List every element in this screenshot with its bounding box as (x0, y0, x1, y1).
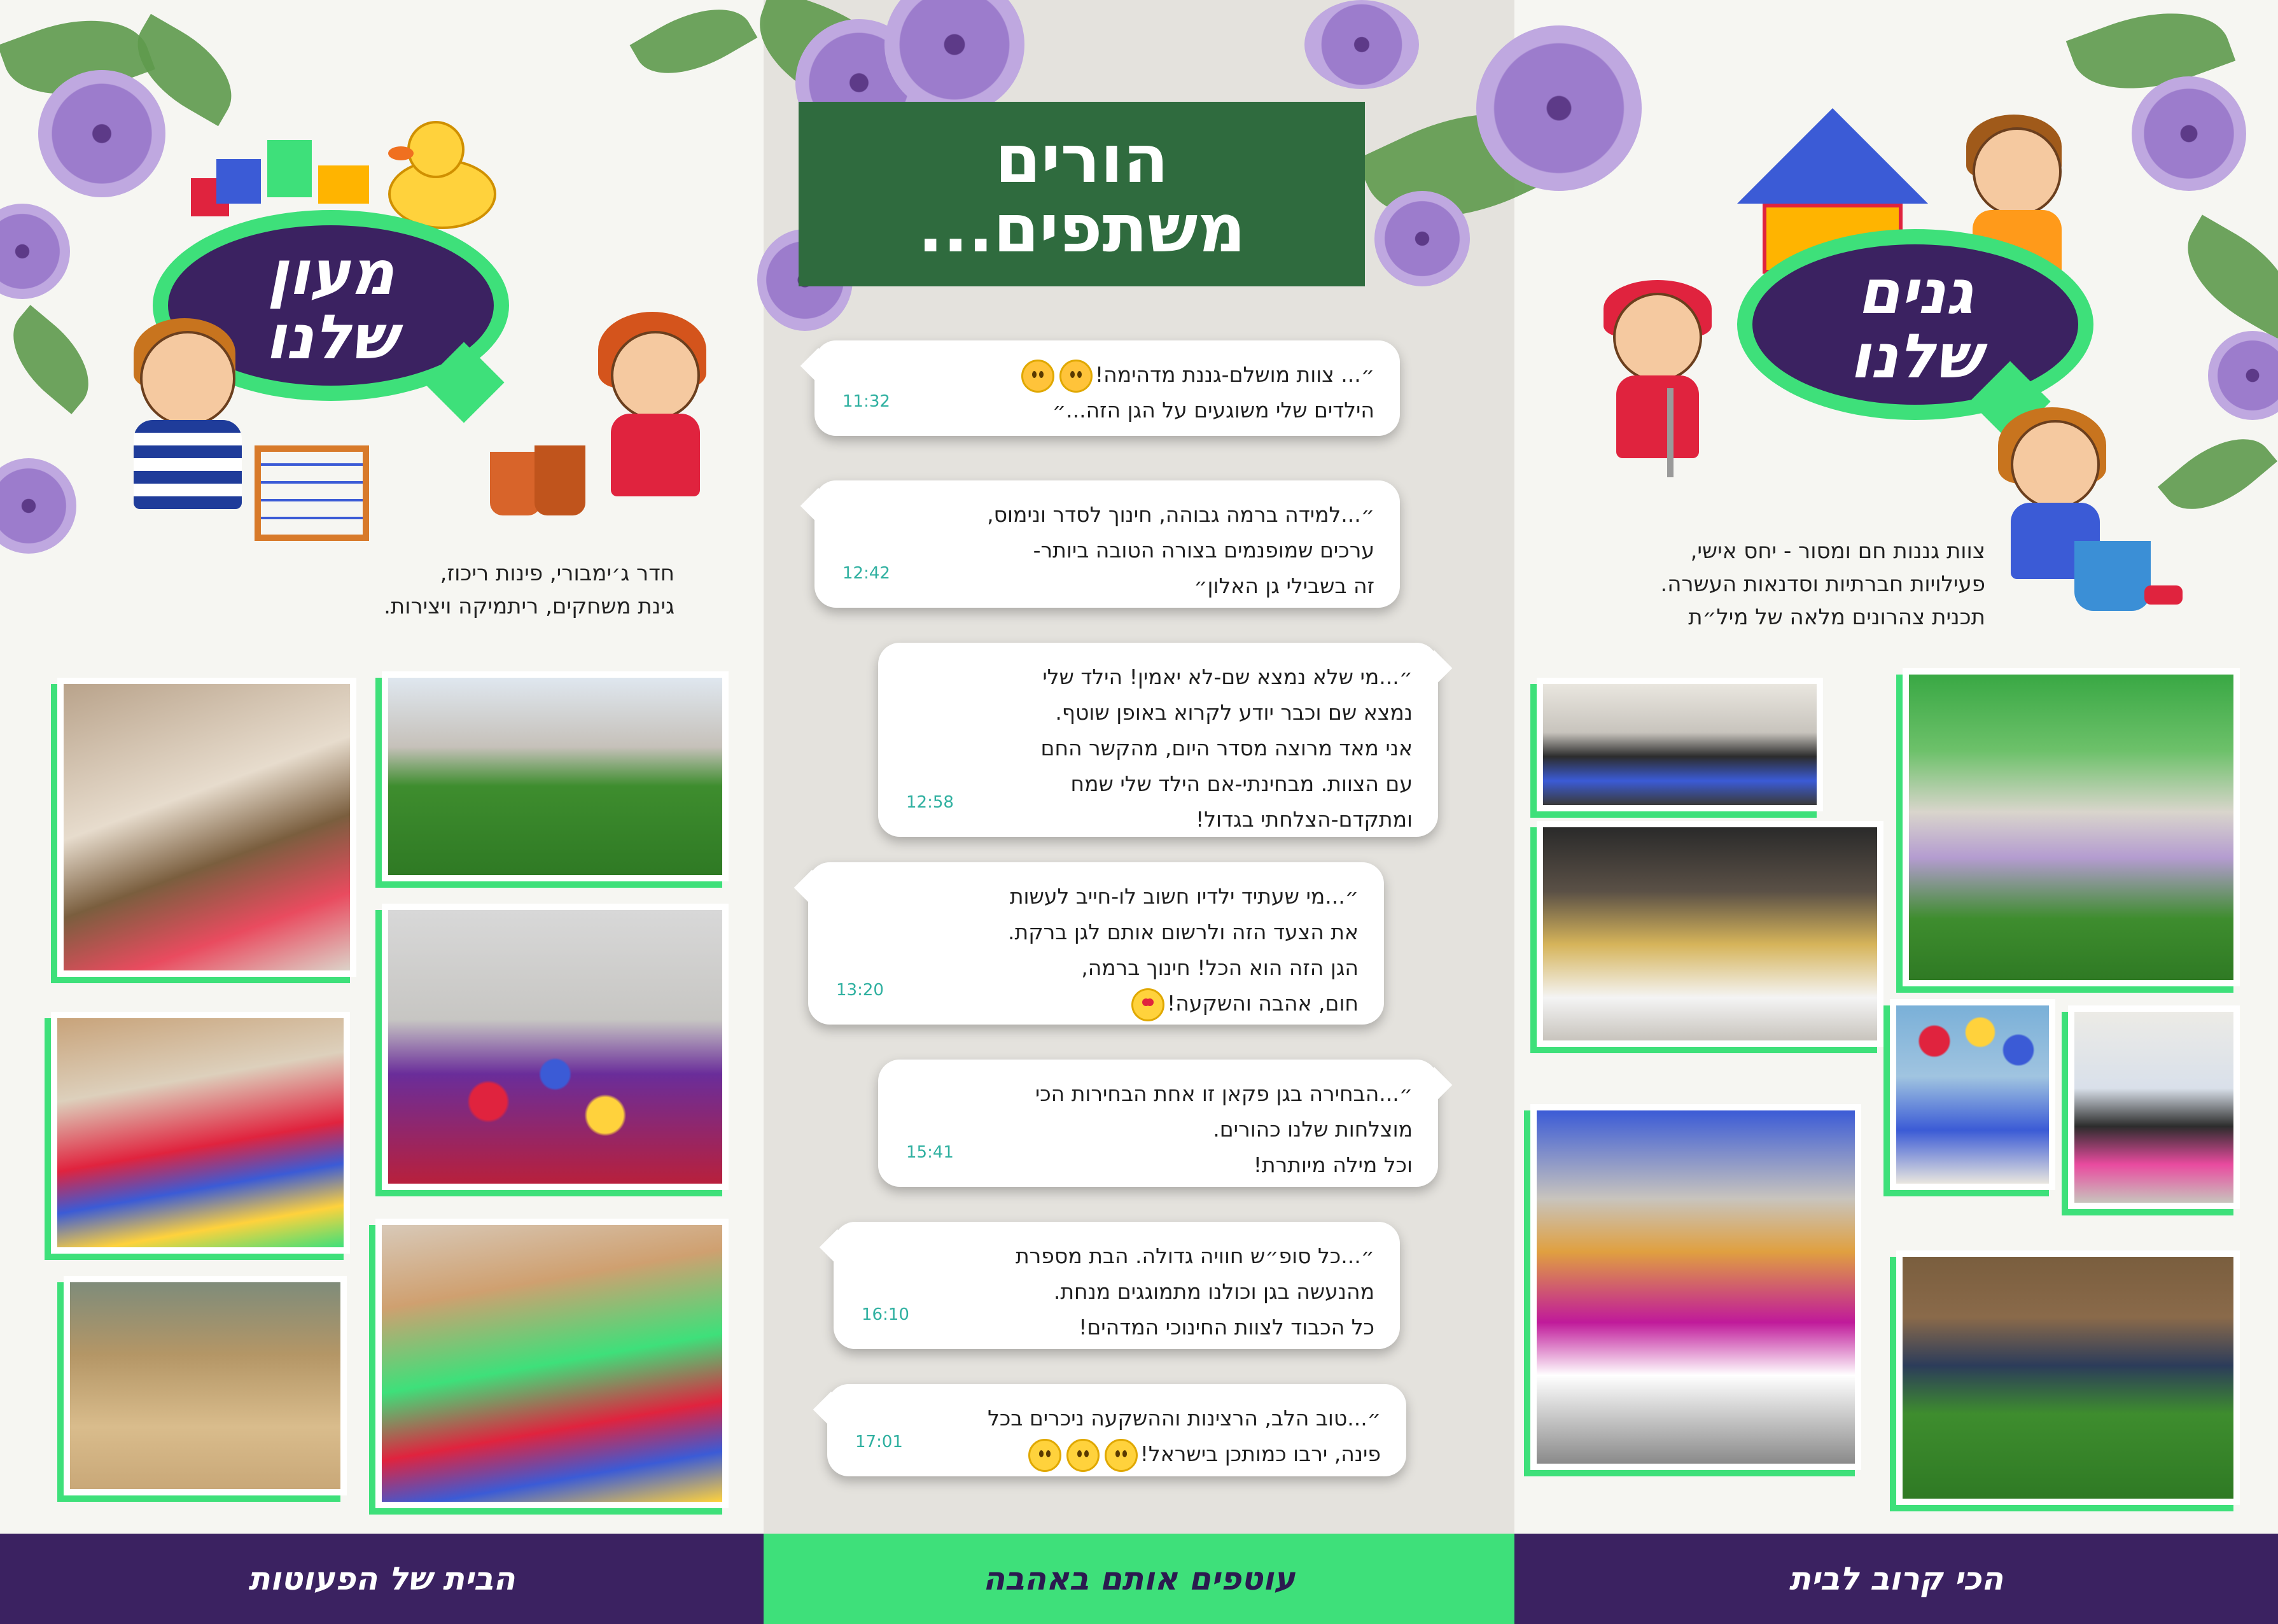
chat-message (808, 862, 1384, 1025)
slogan-right: הכי קרוב לבית (1789, 1560, 2004, 1597)
photo-ball-pit (382, 904, 729, 1190)
chat-message (827, 1384, 1406, 1476)
left-title-line-1: מעון (267, 237, 395, 309)
sand-bucket-toy (2074, 535, 2176, 611)
bottom-bar-right (1514, 1534, 2278, 1624)
kiss-emoji-icon (1021, 360, 1054, 393)
message-text-line: ומתקדם-הצלחתי בגדול! (1195, 807, 1413, 832)
message-timestamp: 13:20 (836, 981, 884, 1000)
message-text-line: זה בשבילי גן האלון״ (1194, 573, 1374, 598)
photo-group-circle (375, 1219, 729, 1508)
photo-outdoor-circle (1896, 1250, 2240, 1505)
abacus-toy (255, 445, 369, 541)
smile-emoji-icon (1066, 1439, 1100, 1472)
message-text-line: כל הכבוד לצוות החינוכי המדהים! (1079, 1315, 1374, 1340)
photo-balloons-party (1890, 999, 2055, 1190)
left-description-line: גינת משחקים, ריתמיקה ויצירות. (384, 594, 674, 619)
photo-hanukkah-ceremony (1537, 821, 1883, 1047)
photo-shaded-yard (1903, 668, 2240, 986)
message-timestamp: 12:42 (842, 564, 890, 583)
left-description-line: חדר ג׳ימבורי, פינות ריכוז, (440, 561, 674, 586)
message-text-line: עם הצוות. מבחינתי-אם הילד שלי שמח (1070, 771, 1413, 796)
slogan-left: הבית של הפעוטות (248, 1560, 515, 1597)
message-text-line: וכל מילה מיותרת! (1253, 1152, 1413, 1177)
message-timestamp: 12:58 (906, 793, 954, 812)
photo-party-table (1530, 1104, 1861, 1470)
right-description (1540, 535, 1985, 634)
photo-classroom-table (57, 678, 356, 977)
right-description-line: פעילויות חברתיות וסדנאות העשרה. (1660, 571, 1985, 597)
message-text-line: נמצא שם וכבר יודע לקרוא באופן שוטף. (1055, 700, 1413, 725)
center-header-line-2: משתפים... (918, 190, 1246, 267)
bottom-bar-center (764, 1534, 1514, 1624)
message-text-line: את הצעד הזה ולרשום אותם לגן ברקת. (1008, 920, 1359, 944)
message-text-line: ״...מי שעתיד ילדיו חשוב לו-חייב לעשות (1009, 884, 1359, 909)
message-text-line: ערכים שמופנמים בצורה הטובה ביותר- (1033, 538, 1374, 563)
right-title-bubble (1737, 229, 2093, 420)
chat-message (814, 480, 1400, 608)
center-header-line-1: הורים (995, 120, 1169, 198)
message-timestamp: 16:10 (862, 1305, 909, 1324)
bottom-bar-left (0, 1534, 764, 1624)
message-timestamp: 11:32 (842, 392, 890, 411)
message-text-line: מהנעשה בגן וכולנו מתמוגגים מנחת. (1053, 1279, 1374, 1304)
right-title-line-1: גנים (1857, 256, 1973, 328)
chat-message (878, 643, 1438, 837)
right-description-line: תכנית צהרונים מלאה של מיל״ת (1688, 605, 1985, 630)
photo-playground-grass (382, 671, 729, 881)
photo-sandbox (64, 1276, 347, 1495)
message-text-line: חום, אהבה והשקעה! (834, 986, 1359, 1021)
scooter-boy-illustration (1591, 280, 1731, 490)
message-text-line: ״...טוב הלב, הרצינות וההשקעה ניכרים בכל (988, 1406, 1381, 1431)
heart-emoji-icon (1131, 988, 1164, 1021)
photo-whiteboard-kids (2068, 1005, 2240, 1209)
photo-computer-room (1537, 678, 1823, 811)
center-header (799, 102, 1365, 286)
slogan-center: עוטפים אותם באהבה (982, 1560, 1296, 1597)
message-text-line: ״... צוות מושלם-גננת מדהימה! (840, 357, 1374, 393)
flower-pots (490, 439, 611, 515)
message-text-line: מוצלחות שלנו כהורים. (1213, 1117, 1413, 1142)
right-description-line: צוות גננות חם ומסור - יחס אישי, (1690, 538, 1985, 564)
message-text-line: ״...הבחירה בגן פקאן זו אחת הבחירות הכי (1035, 1081, 1413, 1106)
right-title-line-2: שלנו (1849, 321, 1981, 392)
message-text-line: הגן הזה הוא הכל! חינוך ברמה, (1081, 955, 1359, 980)
message-text-line: ״...מי שלא נמצא שם-לא יאמין! הילד שלי (1042, 664, 1413, 689)
message-text-line: פינה, ירבו כמותכן בישראל! (853, 1436, 1381, 1472)
message-text-line: ״...כל סופ״ש חוויה גדולה. הבת מספרת (1015, 1243, 1374, 1268)
message-text-line: אני מאד מרוצה מסדר היום, מהקשר החם (1040, 736, 1413, 760)
message-text-line: ״...למידה ברמה גבוהה, חינוך לסדר ונימוס, (987, 502, 1374, 527)
left-title-line-2: שלנו (265, 302, 397, 373)
smile-emoji-icon (1105, 1439, 1138, 1472)
chat-message (814, 340, 1400, 436)
chat-message (834, 1222, 1400, 1349)
message-text-line: הילדים שלי משוגעים על הגן הזה...״ (1052, 398, 1374, 423)
chat-message (878, 1060, 1438, 1187)
message-timestamp: 15:41 (906, 1143, 954, 1162)
duck-toy (388, 121, 496, 229)
photo-crawling-mats (51, 1012, 350, 1254)
kid-illustration (115, 318, 267, 528)
message-timestamp: 17:01 (855, 1432, 903, 1452)
kiss-emoji-icon (1059, 360, 1093, 393)
smile-emoji-icon (1028, 1439, 1061, 1472)
left-description (318, 557, 674, 623)
